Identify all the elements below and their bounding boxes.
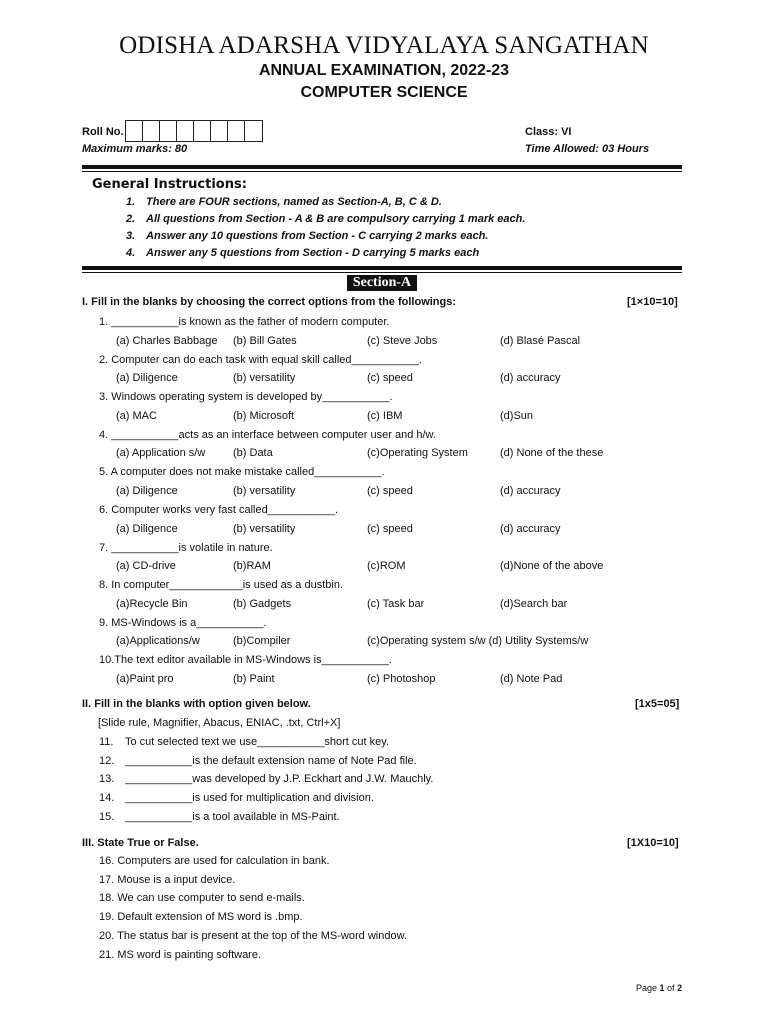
part3-heading: III. State True or False. xyxy=(82,837,199,849)
answer-option: (a)Applications/w xyxy=(116,635,200,648)
question-number: 11. xyxy=(99,736,114,748)
part1-heading: I. Fill in the blanks by choosing the correct options from the followings: xyxy=(82,296,457,308)
question-text: ___________is a tool available in MS-Paint. xyxy=(125,810,340,823)
answer-option: (d)None of the above xyxy=(500,560,604,573)
school-title: ODISHA ADARSHA VIDYALAYA SANGATHAN xyxy=(119,32,649,59)
instruction-text: Answer any 10 questions from Section - C carrying 2 marks each. xyxy=(146,230,489,242)
question-text: 5. A computer does not make mistake called___________. xyxy=(99,466,385,479)
question-text: 18. We can use computer to send e-mails. xyxy=(99,892,305,905)
answer-option: (c)Operating system s/w (d) Utility Systems/w xyxy=(367,635,589,648)
answer-option: (a) Application s/w xyxy=(116,447,206,460)
answer-option: (a) Charles Babbage xyxy=(116,334,218,347)
question-text: ___________is used for multiplication and division. xyxy=(125,792,374,805)
question-text: 9. MS-Windows is a___________. xyxy=(99,616,267,629)
question-text: 7. ___________is volatile in nature. xyxy=(99,541,273,554)
answer-option: (c) Steve Jobs xyxy=(367,334,438,347)
part1-marks: [1×10=10] xyxy=(627,296,678,308)
answer-option: (b) versatility xyxy=(233,372,296,385)
divider xyxy=(82,266,682,270)
answer-option: (d)Sun xyxy=(500,409,534,422)
answer-option: (d) Note Pad xyxy=(500,672,563,685)
answer-option: (d) accuracy xyxy=(500,522,561,535)
part3-marks: [1X10=10] xyxy=(627,837,679,849)
instruction-text: All questions from Section - A & B are compulsory carrying 1 mark each. xyxy=(146,213,526,225)
question-text: 10.The text editor available in MS-Windows is___________. xyxy=(99,654,392,667)
question-number: 14. xyxy=(99,792,115,805)
answer-option: (b)Compiler xyxy=(233,635,291,648)
answer-option: (b) Bill Gates xyxy=(233,334,297,347)
part2-marks: [1x5=05] xyxy=(635,698,680,710)
section-a-title: Section-A xyxy=(347,275,417,291)
answer-option: (c)Operating System xyxy=(367,447,468,460)
answer-option: (d)Search bar xyxy=(500,597,568,610)
part2-heading: II. Fill in the blanks with option given below. xyxy=(82,698,311,710)
footer-mid: of xyxy=(664,983,678,993)
instruction-number: 4. xyxy=(126,247,136,259)
question-text: 20. The status bar is present at the top of the MS-word window. xyxy=(99,929,407,942)
answer-option: (b)RAM xyxy=(233,560,271,573)
answer-option: (a)Paint pro xyxy=(116,672,174,685)
question-text: 3. Windows operating system is developed by___________. xyxy=(99,391,393,404)
question-text: ___________is the default extension name of Note Pad file. xyxy=(125,754,417,767)
roll-box[interactable] xyxy=(194,121,211,141)
footer-current: 1 xyxy=(659,983,665,993)
answer-option: (d) None of the these xyxy=(500,447,604,460)
answer-option: (c) Photoshop xyxy=(367,672,436,685)
instruction-number: 3. xyxy=(126,230,136,242)
answer-option: (a) Diligence xyxy=(116,372,178,385)
time-allowed: Time Allowed: 03 Hours xyxy=(525,143,650,155)
question-number: 15. xyxy=(99,810,115,823)
answer-option: (b) Paint xyxy=(233,672,275,685)
question-text: 16. Computers are used for calculation in bank. xyxy=(99,855,330,867)
answer-option: (d) Blasé Pascal xyxy=(500,334,581,347)
question-text: 17. Mouse is a input device. xyxy=(99,873,236,886)
roll-box[interactable] xyxy=(143,121,160,141)
instructions-heading: General Instructions: xyxy=(92,177,247,192)
question-text: ___________was developed by J.P. Eckhart and J.W. Mauchly. xyxy=(125,773,434,786)
instruction-text: There are FOUR sections, named as Section-A, B, C & D. xyxy=(146,196,442,208)
question-text: 8. In computer____________is used as a dustbin. xyxy=(99,579,344,592)
answer-option: (c) speed xyxy=(367,372,413,385)
footer-total: 2 xyxy=(677,983,683,993)
question-text: 6. Computer works very fast called___________. xyxy=(99,504,339,516)
answer-option: (b) versatility xyxy=(233,484,296,497)
divider xyxy=(82,165,682,169)
answer-option: (b) Data xyxy=(233,447,273,460)
subject-title: COMPUTER SCIENCE xyxy=(300,84,468,101)
question-text: 19. Default extension of MS word is .bmp. xyxy=(99,911,303,924)
question-text: 2. Computer can do each task with equal skill called___________. xyxy=(99,353,422,366)
answer-option: (a)Recycle Bin xyxy=(116,597,188,610)
question-text: 4. ___________acts as an interface between computer user and h/w. xyxy=(99,428,436,441)
roll-box[interactable] xyxy=(228,121,245,141)
roll-box[interactable] xyxy=(126,121,143,141)
answer-option: (a) MAC xyxy=(116,409,157,422)
instruction-text: Answer any 5 questions from Section - D carrying 5 marks each xyxy=(146,247,480,259)
question-number: 12. xyxy=(99,754,115,767)
answer-option: (b) Gadgets xyxy=(233,597,292,610)
part2-options: [Slide rule, Magnifier, Abacus, ENIAC, .txt, Ctrl+X] xyxy=(98,717,341,729)
roll-number-boxes[interactable] xyxy=(125,120,263,142)
divider xyxy=(82,171,682,172)
question-number: 13. xyxy=(99,773,115,786)
answer-option: (a) Diligence xyxy=(116,522,178,535)
roll-box[interactable] xyxy=(245,121,262,141)
instruction-number: 2. xyxy=(126,213,136,225)
answer-option: (c) IBM xyxy=(367,409,403,422)
roll-box[interactable] xyxy=(211,121,228,141)
footer-pre: Page xyxy=(636,983,660,993)
answer-option: (a) Diligence xyxy=(116,484,178,497)
answer-option: (d) accuracy xyxy=(500,372,561,385)
question-text: 21. MS word is painting software. xyxy=(99,948,262,961)
answer-option: (d) accuracy xyxy=(500,484,561,497)
class-label: Class: VI xyxy=(525,126,572,138)
max-marks: Maximum marks: 80 xyxy=(82,143,188,155)
divider xyxy=(82,272,682,273)
roll-box[interactable] xyxy=(177,121,194,141)
answer-option: (c) speed xyxy=(367,522,413,535)
instruction-number: 1. xyxy=(126,196,136,208)
roll-label: Roll No. xyxy=(82,126,124,138)
exam-title: ANNUAL EXAMINATION, 2022-23 xyxy=(258,62,510,79)
question-text: 1. ___________is known as the father of modern computer. xyxy=(99,316,390,328)
roll-box[interactable] xyxy=(160,121,177,141)
answer-option: (c)ROM xyxy=(367,560,406,573)
answer-option: (b) Microsoft xyxy=(233,409,295,422)
answer-option: (c) Task bar xyxy=(367,597,425,610)
answer-option: (c) speed xyxy=(367,484,413,497)
question-text: To cut selected text we use___________short cut key. xyxy=(125,736,389,748)
answer-option: (a) CD-drive xyxy=(116,560,176,573)
answer-option: (b) versatility xyxy=(233,522,296,535)
page-footer xyxy=(636,983,682,993)
